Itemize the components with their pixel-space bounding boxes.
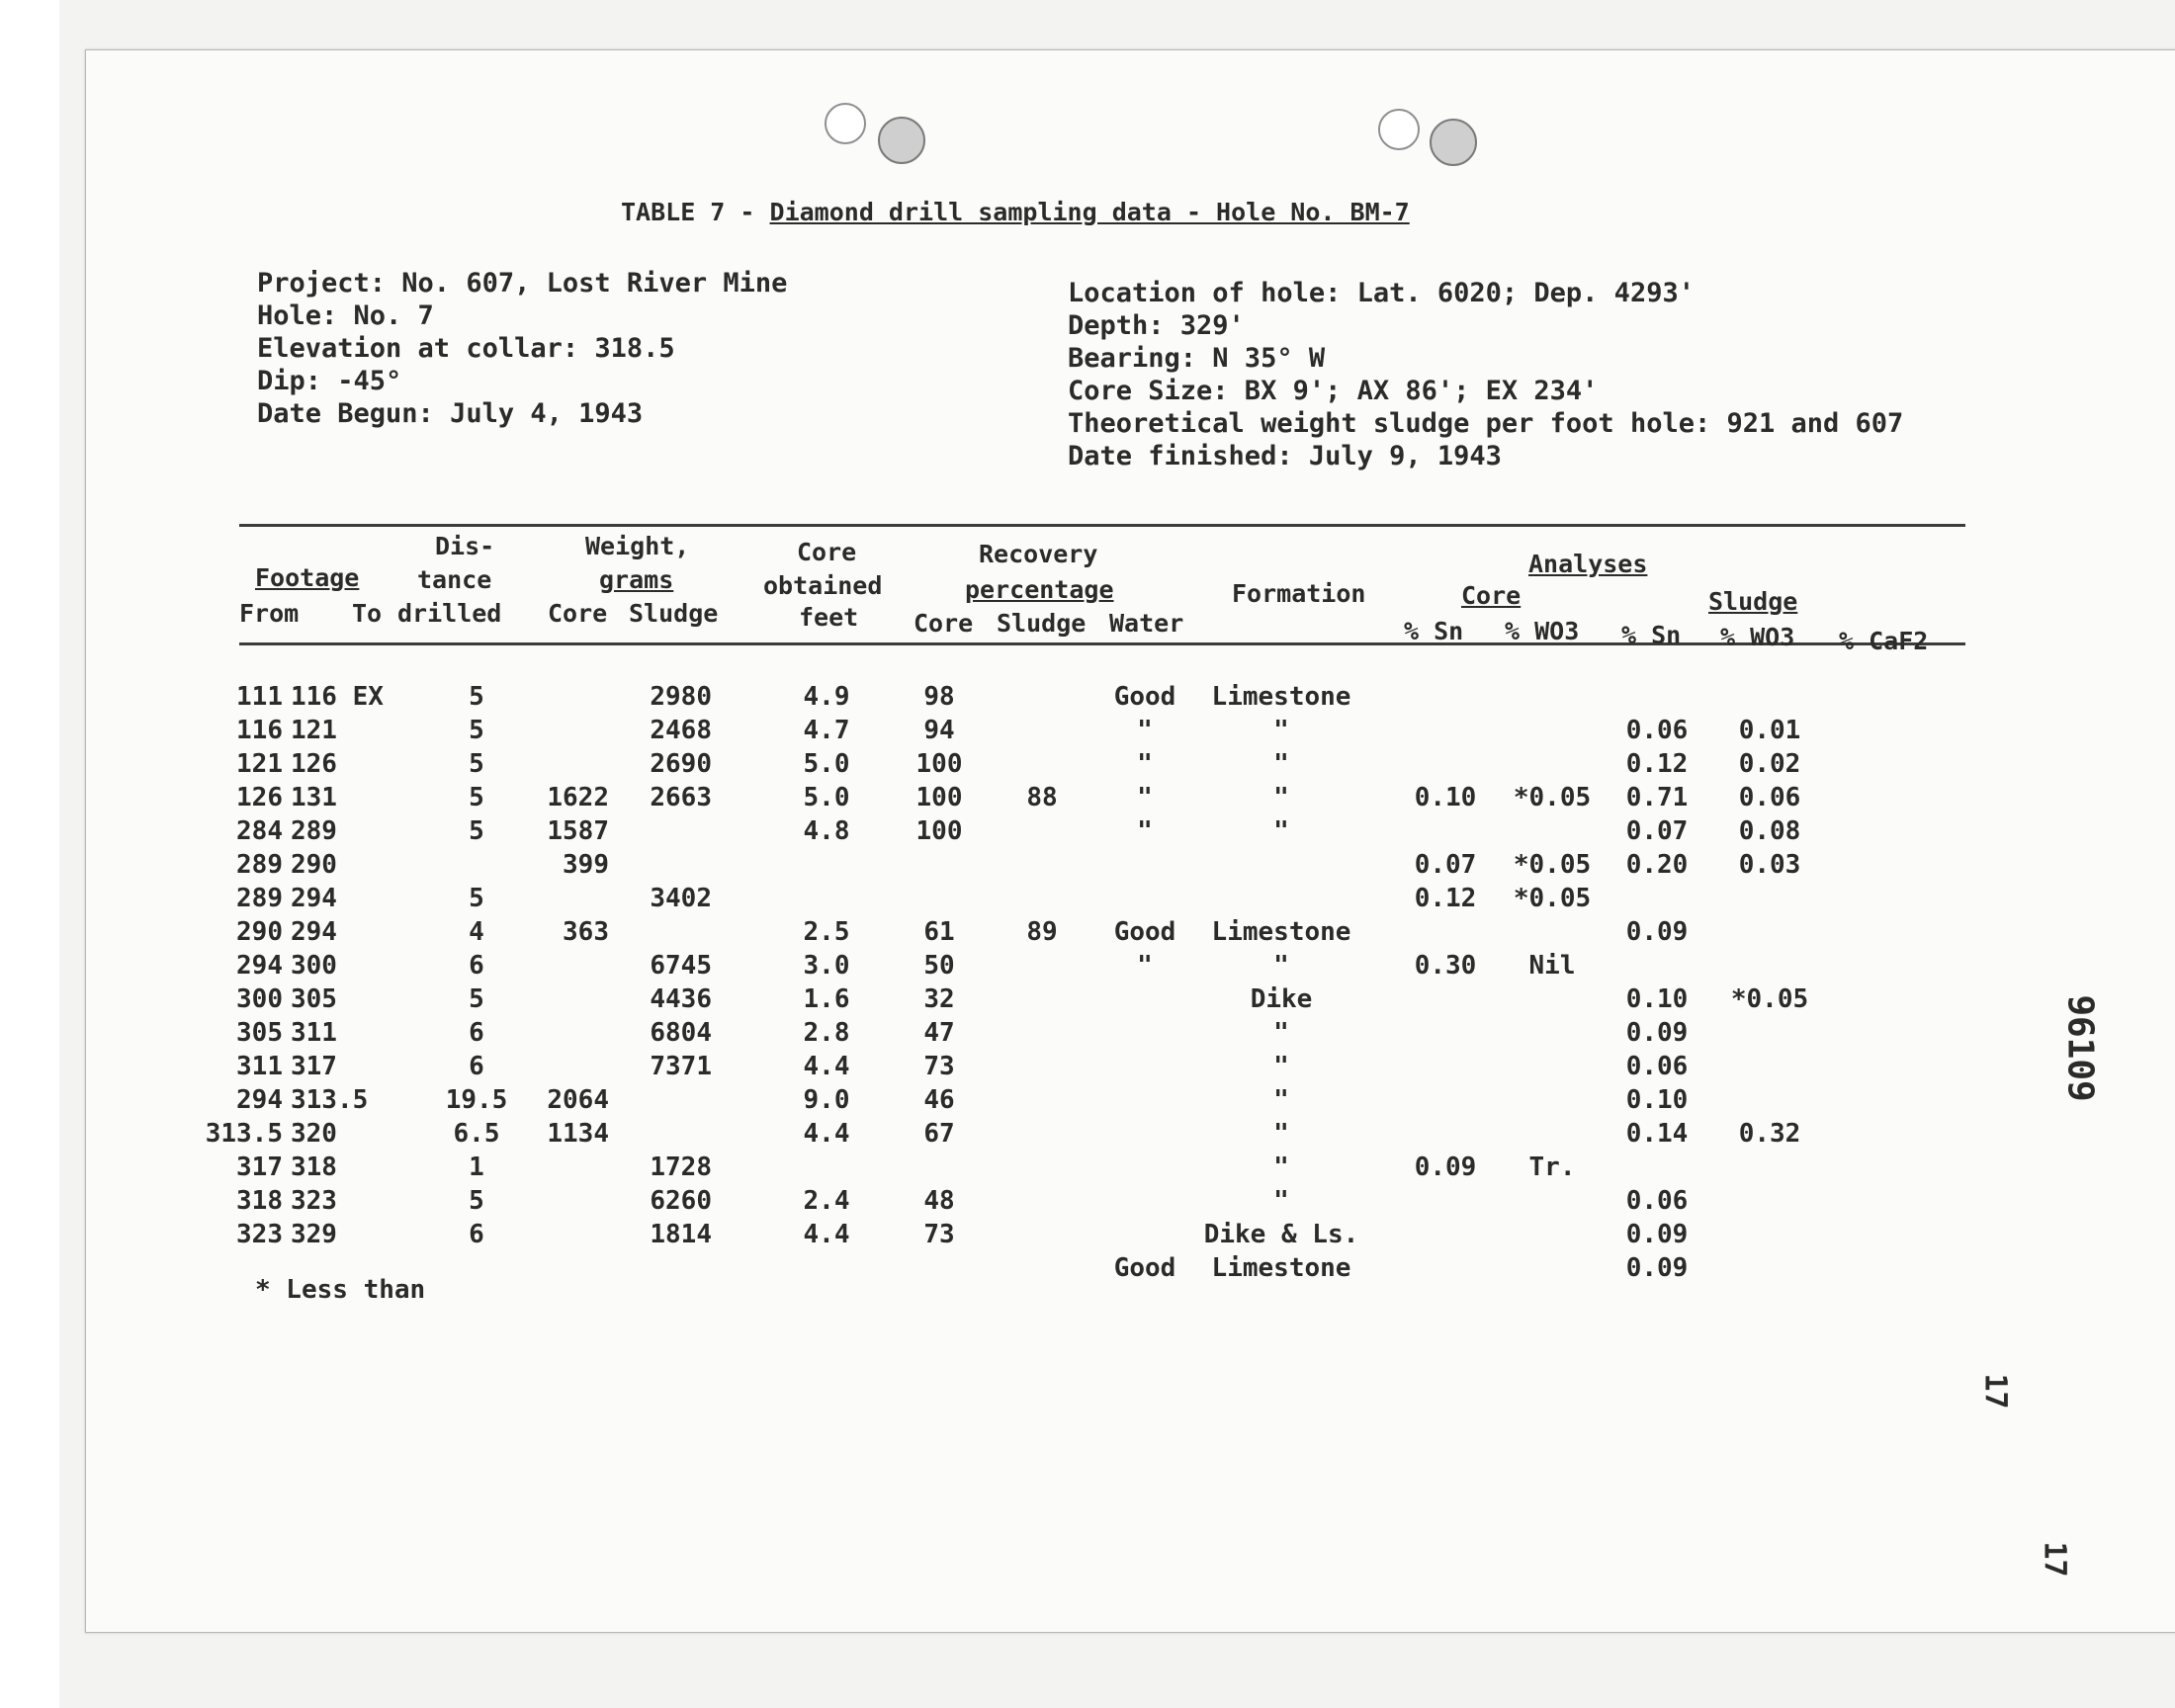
document-title: [621, 198, 1410, 226]
cell-distance: 5: [469, 884, 484, 913]
cell-formation: ": [1273, 1085, 1289, 1115]
cell-recovery-water: Good: [1113, 1253, 1176, 1283]
cell-sn-sludge: 0.71: [1625, 783, 1689, 812]
cell-formation: ": [1273, 1018, 1289, 1048]
hdr-footage: Footage: [255, 563, 360, 592]
meta-line: Theoretical weight sludge per foot hole: 921 and 607: [1068, 408, 1904, 439]
title-prefix: TABLE 7 -: [621, 198, 770, 226]
cell-recovery-core: 32: [923, 984, 955, 1014]
cell-from: 313.5: [205, 1119, 283, 1149]
table-top-rule: [239, 524, 1965, 527]
cell-from: 116: [236, 716, 283, 745]
cell-from: 311: [236, 1052, 283, 1081]
cell-from: 300: [236, 984, 283, 1014]
meta-line: Dip: -45°: [257, 366, 402, 396]
cell-to: 323: [291, 1186, 337, 1216]
cell-to: 313.5: [291, 1085, 369, 1115]
cell-to: 290: [291, 850, 337, 880]
hdr-caf2: % CaF2: [1839, 627, 1929, 655]
cell-wo3-core: *0.05: [1513, 850, 1592, 880]
meta-left: [257, 267, 787, 430]
hdr-wo3-sludge: % WO3: [1720, 623, 1795, 651]
cell-recovery-water: ": [1137, 716, 1153, 745]
cell-recovery-sludge: 88: [1026, 783, 1058, 812]
page-number-margin: 17: [2037, 1541, 2072, 1578]
cell-sn-sludge: 0.09: [1625, 1253, 1689, 1283]
cell-sn-sludge: 0.14: [1625, 1119, 1689, 1149]
cell-sn-sludge: 0.06: [1625, 1052, 1689, 1081]
cell-formation: ": [1273, 783, 1289, 812]
cell-sn-sludge: 0.10: [1625, 1085, 1689, 1115]
cell-sn-core: 0.07: [1414, 850, 1477, 880]
cell-weight-sludge: 6745: [650, 951, 712, 981]
cell-wo3-sludge: 0.32: [1738, 1119, 1801, 1149]
cell-weight-sludge: 1728: [650, 1153, 712, 1182]
meta-line: Hole: No. 7: [257, 300, 434, 331]
cell-distance: 6: [469, 1052, 484, 1081]
cell-recovery-core: 73: [923, 1220, 955, 1249]
meta-line: Location of hole: Lat. 6020; Dep. 4293': [1068, 278, 1695, 308]
cell-to: 320: [291, 1119, 337, 1149]
cell-to: 294: [291, 917, 337, 947]
cell-distance: 6: [469, 1018, 484, 1048]
cell-formation: ": [1273, 1052, 1289, 1081]
cell-formation: ": [1273, 749, 1289, 779]
meta-line: Core Size: BX 9'; AX 86'; EX 234': [1068, 376, 1599, 406]
cell-distance: 5: [469, 716, 484, 745]
hdr-weight-2: grams: [599, 565, 674, 594]
cell-from: 289: [236, 850, 283, 880]
cell-core-obtained: 9.0: [803, 1085, 850, 1115]
cell-recovery-core: 73: [923, 1052, 955, 1081]
cell-weight-core: 363: [563, 917, 609, 947]
cell-formation: Limestone: [1211, 1253, 1351, 1283]
hdr-analyses-sludge: Sludge: [1708, 587, 1798, 616]
cell-sn-sludge: 0.20: [1625, 850, 1689, 880]
hdr-weight-core: Core: [548, 599, 608, 628]
cell-weight-sludge: 7371: [650, 1052, 712, 1081]
footnote: * Less than: [255, 1275, 426, 1305]
cell-to: 329: [291, 1220, 337, 1249]
cell-formation: Dike & Ls.: [1203, 1220, 1359, 1249]
cell-sn-sludge: 0.10: [1625, 984, 1689, 1014]
cell-weight-sludge: 1814: [650, 1220, 712, 1249]
punch-hole: [1378, 109, 1420, 150]
cell-recovery-core: 50: [923, 951, 955, 981]
cell-wo3-sludge: 0.02: [1738, 749, 1801, 779]
cell-weight-core: 1622: [547, 783, 609, 812]
title-underlined: Diamond drill sampling data - Hole No. BM-7: [769, 198, 1410, 226]
cell-distance: 5: [469, 1186, 484, 1216]
hdr-weight-1: Weight,: [585, 532, 690, 560]
cell-to: 311: [291, 1018, 337, 1048]
cell-formation: Limestone: [1211, 682, 1351, 712]
cell-sn-sludge: 0.06: [1625, 716, 1689, 745]
cell-weight-sludge: 6260: [650, 1186, 712, 1216]
cell-distance: 6: [469, 951, 484, 981]
meta-line: Date Begun: July 4, 1943: [257, 398, 644, 429]
hdr-recovery-2: percentage: [965, 575, 1114, 604]
cell-from: 111: [236, 682, 283, 712]
cell-sn-core: 0.09: [1414, 1153, 1477, 1182]
cell-core-obtained: 2.4: [803, 1186, 850, 1216]
cell-core-obtained: 2.8: [803, 1018, 850, 1048]
cell-recovery-core: 47: [923, 1018, 955, 1048]
cell-recovery-water: ": [1137, 783, 1153, 812]
cell-recovery-core: 100: [915, 749, 963, 779]
cell-wo3-sludge: 0.08: [1738, 816, 1801, 846]
punch-hole: [1430, 119, 1477, 166]
cell-to: 318: [291, 1153, 337, 1182]
cell-to: 131: [291, 783, 337, 812]
cell-from: 126: [236, 783, 283, 812]
cell-sn-core: 0.12: [1414, 884, 1477, 913]
cell-sn-sludge: 0.09: [1625, 1018, 1689, 1048]
hdr-sn-core: % Sn: [1404, 617, 1464, 645]
cell-from: 289: [236, 884, 283, 913]
cell-wo3-sludge: 0.03: [1738, 850, 1801, 880]
cell-from: 305: [236, 1018, 283, 1048]
cell-recovery-core: 46: [923, 1085, 955, 1115]
hdr-distance-2: tance: [417, 565, 492, 594]
cell-weight-sludge: 2663: [650, 783, 712, 812]
cell-recovery-core: 98: [923, 682, 955, 712]
cell-formation: ": [1273, 1186, 1289, 1216]
cell-weight-core: 2064: [547, 1085, 609, 1115]
cell-wo3-core: *0.05: [1513, 884, 1592, 913]
cell-sn-sludge: 0.06: [1625, 1186, 1689, 1216]
meta-line: Date finished: July 9, 1943: [1068, 441, 1502, 471]
cell-to: 294: [291, 884, 337, 913]
meta-line: Depth: 329': [1068, 310, 1245, 341]
cell-from: 290: [236, 917, 283, 947]
cell-formation: Limestone: [1211, 917, 1351, 947]
cell-recovery-water: Good: [1113, 917, 1176, 947]
cell-from: 323: [236, 1220, 283, 1249]
hdr-from: From: [239, 599, 300, 628]
cell-recovery-water: ": [1137, 816, 1153, 846]
cell-wo3-sludge: 0.01: [1738, 716, 1801, 745]
cell-from: 284: [236, 816, 283, 846]
meta-right: [1068, 277, 1903, 472]
cell-formation: ": [1273, 816, 1289, 846]
cell-recovery-water: Good: [1113, 682, 1176, 712]
cell-wo3-core: Nil: [1528, 951, 1576, 981]
cell-to: 289: [291, 816, 337, 846]
cell-recovery-core: 100: [915, 816, 963, 846]
cell-wo3-sludge: 0.06: [1738, 783, 1801, 812]
cell-recovery-water: ": [1137, 951, 1153, 981]
cell-weight-core: 1134: [547, 1119, 609, 1149]
cell-core-obtained: 5.0: [803, 749, 850, 779]
meta-line: Elevation at collar: 318.5: [257, 333, 675, 364]
cell-distance: 1: [469, 1153, 484, 1182]
cell-weight-sludge: 3402: [650, 884, 712, 913]
cell-sn-sludge: 0.09: [1625, 917, 1689, 947]
cell-sn-sludge: 0.12: [1625, 749, 1689, 779]
cell-weight-core: 1587: [547, 816, 609, 846]
cell-weight-sludge: 2468: [650, 716, 712, 745]
cell-formation: ": [1273, 716, 1289, 745]
cell-distance: 5: [469, 749, 484, 779]
hdr-recovery-1: Recovery: [979, 540, 1098, 568]
cell-recovery-core: 48: [923, 1186, 955, 1216]
cell-formation: Dike: [1250, 984, 1313, 1014]
cell-core-obtained: 3.0: [803, 951, 850, 981]
meta-line: Bearing: N 35° W: [1068, 343, 1326, 374]
cell-weight-sludge: 6804: [650, 1018, 712, 1048]
stamp-number: 96109: [2059, 994, 2101, 1102]
hdr-rec-water: Water: [1109, 609, 1184, 638]
cell-to: 300: [291, 951, 337, 981]
cell-to: 126: [291, 749, 337, 779]
cell-formation: ": [1273, 951, 1289, 981]
cell-recovery-core: 100: [915, 783, 963, 812]
cell-sn-core: 0.10: [1414, 783, 1477, 812]
cell-core-obtained: 2.5: [803, 917, 850, 947]
cell-formation: ": [1273, 1119, 1289, 1149]
hdr-sn-sludge: % Sn: [1621, 621, 1682, 649]
cell-distance: 6.5: [453, 1119, 500, 1149]
cell-wo3-core: Tr.: [1528, 1153, 1576, 1182]
cell-core-obtained: 4.4: [803, 1052, 850, 1081]
cell-from: 317: [236, 1153, 283, 1182]
cell-core-obtained: 4.8: [803, 816, 850, 846]
cell-distance: 19.5: [445, 1085, 508, 1115]
cell-to: 317: [291, 1052, 337, 1081]
hdr-core-obtained-1: Core: [797, 538, 857, 566]
cell-from: 121: [236, 749, 283, 779]
cell-from: 294: [236, 1085, 283, 1115]
hdr-rec-sludge: Sludge: [997, 609, 1087, 638]
hdr-wo3-core: % WO3: [1505, 617, 1580, 645]
cell-sn-sludge: 0.09: [1625, 1220, 1689, 1249]
hdr-distance-1: Dis-: [435, 532, 495, 560]
cell-distance: 5: [469, 816, 484, 846]
hdr-analyses: Analyses: [1528, 550, 1648, 578]
cell-recovery-core: 61: [923, 917, 955, 947]
punch-hole: [825, 103, 866, 144]
cell-recovery-core: 67: [923, 1119, 955, 1149]
cell-core-obtained: 4.9: [803, 682, 850, 712]
hdr-analyses-core: Core: [1461, 581, 1522, 610]
cell-recovery-core: 94: [923, 716, 955, 745]
cell-recovery-water: ": [1137, 749, 1153, 779]
page-number: 17: [1977, 1373, 2013, 1409]
cell-sn-core: 0.30: [1414, 951, 1477, 981]
hdr-distance-3: drilled: [397, 599, 502, 628]
cell-core-obtained: 4.4: [803, 1119, 850, 1149]
cell-core-obtained: 4.4: [803, 1220, 850, 1249]
cell-weight-core: 399: [563, 850, 609, 880]
cell-to: 121: [291, 716, 337, 745]
cell-distance: 6: [469, 1220, 484, 1249]
cell-distance: 5: [469, 682, 484, 712]
cell-wo3-sludge: *0.05: [1730, 984, 1809, 1014]
hdr-formation: Formation: [1232, 579, 1366, 608]
cell-sn-sludge: 0.07: [1625, 816, 1689, 846]
cell-core-obtained: 4.7: [803, 716, 850, 745]
cell-weight-sludge: 4436: [650, 984, 712, 1014]
hdr-rec-core: Core: [914, 609, 974, 638]
header-bottom-rule: [239, 642, 1965, 645]
hdr-weight-sludge: Sludge: [629, 599, 719, 628]
cell-formation: ": [1273, 1153, 1289, 1182]
cell-weight-sludge: 2980: [650, 682, 712, 712]
cell-to: 305: [291, 984, 337, 1014]
cell-core-obtained: 1.6: [803, 984, 850, 1014]
cell-weight-sludge: 2690: [650, 749, 712, 779]
cell-to: 116 EX: [291, 682, 384, 712]
hdr-core-obtained-3: feet: [799, 603, 859, 632]
hdr-to: To: [352, 599, 383, 628]
hdr-core-obtained-2: obtained: [763, 571, 883, 600]
punch-hole: [878, 117, 925, 164]
cell-distance: 5: [469, 984, 484, 1014]
meta-line: Project: No. 607, Lost River Mine: [257, 268, 788, 299]
cell-from: 294: [236, 951, 283, 981]
cell-recovery-sludge: 89: [1026, 917, 1058, 947]
cell-wo3-core: *0.05: [1513, 783, 1592, 812]
cell-distance: 5: [469, 783, 484, 812]
cell-distance: 4: [469, 917, 484, 947]
cell-from: 318: [236, 1186, 283, 1216]
cell-core-obtained: 5.0: [803, 783, 850, 812]
